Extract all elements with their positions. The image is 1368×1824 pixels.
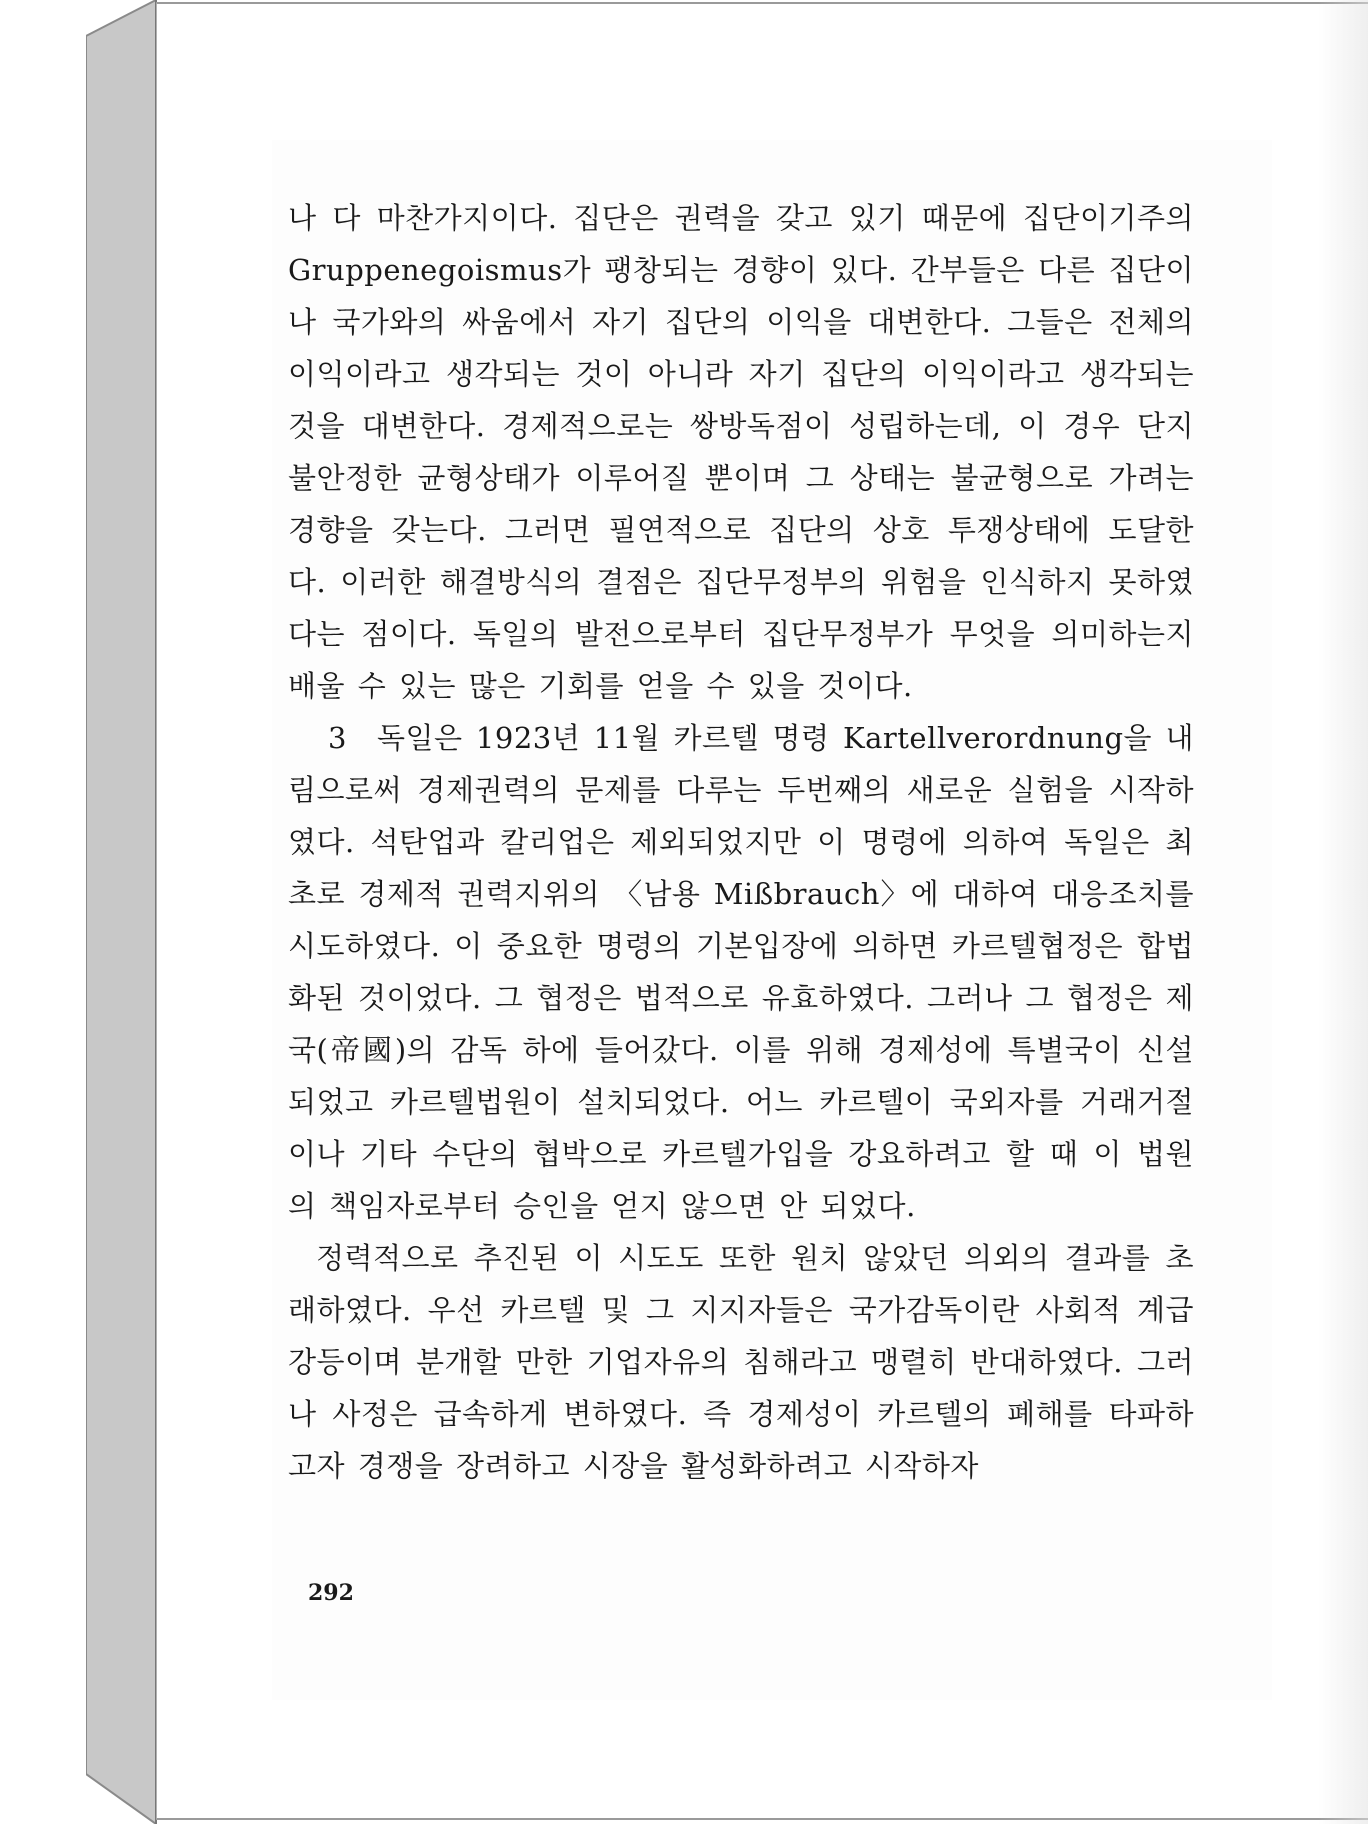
paragraph-3-text: 정력적으로 추진된 이 시도도 또한 원치 않았던 의외의 결과를 초래하였다. 우선 카르텔 및 그 지지자들은 국가감독이란 사회적 계급강등이며 분개할 만한 기업자유의 침해라고 맹렬히 반대하였다. 그러나 사정은 급속하게 변하였다. 즉 경제성이 카르텔의 폐해를 타파하고자 경쟁을 장려하고 시장을 활성화하려고 시작하자: [288, 1241, 1194, 1483]
paragraph-1-text: 나 다 마찬가지이다. 집단은 권력을 갖고 있기 때문에 집단이기주의 Gruppenegoismus가 팽창되는 경향이 있다. 간부들은 다른 집단이나 국가와의 싸움에서 자기 집단의 이익을 대변한다. 그들은 전체의 이익이라고 생각되는 것이 아니라 자기 집단의 이익이라고 생각되는 것을 대변한다. 경제적으로는 쌍방독점이 성립하는데, 이 경우 단지 불안정한 균형상태가 이루어질 뿐이며 그 상태는 불균형으로 가려는 경향을 갖는다. 그러면 필연적으로 집단의 상호 투쟁상태에 도달한다. 이러한 해결방식의 결점은 집단무정부의 위험을 인식하지 못하였다는 점이다. 독일의 발전으로부터 집단무정부가 무엇을 의미하는지 배울 수 있는 많은 기회를 얻을 수 있을 것이다.: [288, 201, 1194, 703]
page-body-text: [288, 192, 1194, 1492]
paragraph-2-text: 독일은 1923년 11월 카르텔 명령 Kartellverordnung을 내림으로써 경제권력의 문제를 다루는 두번째의 새로운 실험을 시작하였다. 석탄업과 칼리업은 제외되었지만 이 명령에 의하여 독일은 최초로 경제적 권력지위의 〈남용 Mißbrauch〉에 대하여 대응조치를 시도하였다. 이 중요한 명령의 기본입장에 의하면 카르텔협정은 합법화된 것이었다. 그 협정은 법적으로 유효하였다. 그러나 그 협정은 제국(帝國)의 감독 하에 들어갔다. 이를 위해 경제성에 특별국이 신설되었고 카르텔법원이 설치되었다. 어느 카르텔이 국외자를 거래거절이나 기타 수단의 협박으로 카르텔가입을 강요하려고 할 때 이 법원의 책임자로부터 승인을 얻지 않으면 안 되었다.: [288, 721, 1194, 1223]
paragraph-3: [288, 1232, 1194, 1492]
book-spine: [86, 0, 158, 1824]
page-number: 292: [308, 1580, 354, 1606]
section-number: 3: [328, 721, 347, 755]
paragraph-2: [288, 712, 1194, 1232]
paragraph-1: [288, 192, 1194, 712]
